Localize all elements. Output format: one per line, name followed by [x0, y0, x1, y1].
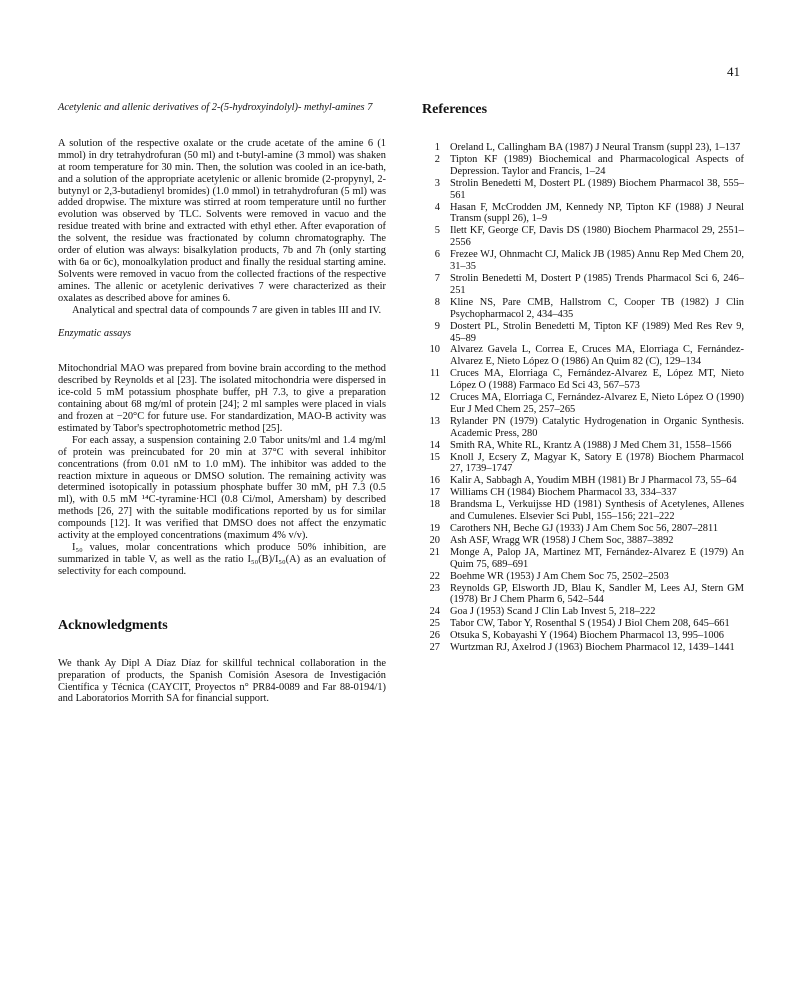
section-heading-derivatives: Acetylenic and allenic derivatives of 2-(5-hydroxyindolyl)- methyl-amines 7	[58, 102, 373, 113]
reference-text: Brandsma L, Verkuijsse HD (1981) Synthesis of Acetylenes, Allenes and Cumulenes. Elsevier Sci Publ, 155–156; 221–222	[450, 499, 744, 523]
reference-item	[422, 630, 744, 642]
reference-text: Tabor CW, Tabor Y, Rosenthal S (1954) J Biol Chem 208, 645–661	[450, 618, 730, 630]
reference-item	[422, 154, 744, 178]
reference-text: Williams CH (1984) Biochem Pharmacol 33, 334–337	[450, 487, 677, 499]
reference-number: 3	[434, 177, 440, 189]
reference-item	[422, 475, 744, 487]
reference-item	[422, 344, 744, 368]
reference-item	[422, 440, 744, 452]
reference-text: Wurtzman RJ, Axelrod J (1963) Biochem Pharmacol 12, 1439–1441	[450, 642, 735, 654]
reference-text: Reynolds GP, Elsworth JD, Blau K, Sandler M, Lees AJ, Stern GM (1978) Br J Chem Pharm 6, 542–544	[450, 582, 744, 606]
reference-number: 5	[434, 225, 440, 237]
reference-text: Rylander PN (1979) Catalytic Hydrogenation in Organic Synthesis. Academic Press, 280	[450, 415, 744, 439]
reference-number: 18	[429, 499, 440, 511]
reference-item	[422, 142, 744, 154]
reference-item	[422, 618, 744, 630]
references-heading: References	[422, 102, 488, 117]
reference-text: Kline NS, Pare CMB, Hallstrom C, Cooper TB (1982) J Clin Psychopharmacol 2, 434–435	[450, 296, 744, 320]
reference-item	[422, 452, 744, 476]
reference-text: Kalir A, Sabbagh A, Youdim MBH (1981) Br J Pharmacol 73, 55–64	[450, 475, 737, 487]
page-number: 41	[727, 64, 740, 79]
reference-text: Monge A, Palop JA, Martinez MT, Fernández-Alvarez E (1979) An Quim 75, 689–691	[450, 546, 744, 570]
reference-item	[422, 583, 744, 607]
reference-number: 22	[429, 570, 440, 582]
paragraph-mitochondrial-mao: Mitochondrial MAO was prepared from bovine brain according to the method described by Reynolds et al [23]. The isolated mitochondria were dispersed in ice-cold 5 mM potassium phosphate buffer, pH 7.3, to give a preparation containing about 68 mg/ml of protein [24]; 2 ml samples were placed in vials and frozen at −20°C for future use. For standardization, MAO-B activity was estimated by Tabor's spectrophotometric method [25].	[58, 363, 386, 434]
reference-number: 17	[429, 487, 440, 499]
reference-item	[422, 225, 744, 249]
reference-text: Goa J (1953) Scand J Clin Lab Invest 5, 218–222	[450, 606, 656, 618]
reference-number: 6	[434, 249, 440, 261]
reference-number: 4	[434, 201, 440, 213]
reference-number: 25	[429, 618, 440, 630]
reference-number: 20	[429, 534, 440, 546]
reference-number: 14	[429, 439, 440, 451]
reference-text: Ash ASF, Wragg WR (1958) J Chem Soc, 3887–3892	[450, 534, 674, 546]
acknowledgments-text: We thank Ay Dipl A Díaz Díaz for skillful technical collaboration in the preparation of products, the Spanish Comisión Asesora de Investigación Científica y Técnica (CAYCIT, Proyectos n° PR84-0089 and Far 88-0194/1) and Laboratorios Morrith SA for financial support.	[58, 657, 386, 705]
paragraph-i50-values: I₅₀ values, molar concentrations which produce 50% inhibition, are summarized in table V, as well as the ratio I₅₀(B)/I₅₀(A) as an evaluation of selectivity for each compound.	[58, 542, 386, 577]
reference-item	[422, 368, 744, 392]
reference-number: 10	[429, 344, 440, 356]
section-heading-enzymatic-assays: Enzymatic assays	[58, 327, 132, 339]
reference-number: 9	[434, 320, 440, 332]
reference-text: Carothers NH, Beche GJ (1933) J Am Chem Soc 56, 2807–2811	[450, 523, 719, 534]
reference-item	[422, 273, 744, 297]
reference-text: Tipton KF (1989) Biochemical and Pharmacological Aspects of Depression. Taylor and Francis, 1–24	[450, 153, 744, 177]
reference-item	[422, 523, 744, 535]
reference-text: Cruces MA, Elorriaga C, Fernández-Alvarez E, Nieto López O (1990) Eur J Med Chem 25, 257–265	[450, 392, 744, 415]
reference-text: Otsuka S, Kobayashi Y (1964) Biochem Pharmacol 13, 995–1006	[450, 630, 724, 642]
reference-number: 13	[429, 415, 440, 427]
paragraph-analytical-data: Analytical and spectral data of compounds 7 are given in tables III and IV.	[72, 304, 382, 316]
reference-number: 12	[429, 392, 440, 404]
reference-item	[422, 606, 744, 618]
reference-item	[422, 416, 744, 440]
reference-item	[422, 571, 744, 583]
reference-text: Strolin Benedetti M, Dostert PL (1989) Biochem Pharmacol 38, 555–561	[450, 177, 744, 201]
reference-number: 23	[429, 582, 440, 594]
reference-number: 19	[429, 523, 440, 534]
reference-item	[422, 249, 744, 273]
reference-item	[422, 202, 744, 226]
reference-number: 1	[434, 142, 440, 153]
reference-number: 26	[429, 630, 440, 642]
paragraph-assay-procedure: For each assay, a suspension containing 2.0 Tabor units/ml and 1.4 mg/ml of protein was preincubated for 20 min at 37°C with several inhibitor concentrations (from 0.01 nM to 1.0 mM). The inhibitor was added to the reaction mixture in aqueous or DMSO solution. The remaining activity was determined isotopically in potassium phosphate buffer 30 mM, pH 7.3 (0.5 ml), with 0.5 mM ¹⁴C-tyramine·HCl (0.8 Ci/mol, Amersham) by described methods [26, 27] with the suitable modifications reported by us for similar compounds [12]. It was verified that DMSO does not affect the enzymatic activity at the employed concentrations (maximum 4% v/v).	[58, 434, 386, 542]
right-column	[422, 102, 744, 654]
reference-number: 21	[429, 546, 440, 558]
acknowledgments-heading: Acknowledgments	[58, 617, 168, 633]
reference-text: Oreland L, Callingham BA (1987) J Neural Transm (suppl 23), 1–137	[450, 142, 741, 153]
reference-text: Dostert PL, Strolin Benedetti M, Tipton KF (1989) Med Res Rev 9, 45–89	[450, 320, 744, 344]
reference-number: 24	[429, 606, 440, 618]
reference-number: 7	[434, 272, 440, 284]
reference-text: Alvarez Gavela L, Correa E, Cruces MA, Elorriaga C, Fernández-Alvarez E, Nieto López O (1986) An Quim 82 (C), 129–134	[450, 344, 744, 368]
reference-item	[422, 392, 744, 416]
paragraph-synthesis: A solution of the respective oxalate or the crude acetate of the amine 6 (1 mmol) in dry tetrahydrofuran (50 ml) and t-butyl-amine (3 mmol) was shaken at room temperature for 30 min. Then, the solution was cooled in an ice-bath, and a solution of the appropriate acetylenic or allenic bromide (2-propynyl, 2-butynyl or 2,3-butadienyl bromides) (1.0 mmol) in tetrahydrofuran (5 ml) was added dropwise. The mixture was stirred at room temperature until no further evolution was observed by TLC. Solvents were removed in vacuo and the residue treated with brine and extracted with ethyl ether. After evaporation of the solvent, the residue was fractionated by column chromatography. The order of elution was always: bisalkylation products, 7b and 7h (only starting with 6a or 6c), monoalkylation product and finally the residual starting amine. Solvents were removed in vacuo from the collected fractions of the respective amines. The allenic or acetylenic derivatives 7 were characterized as their oxalates as described above for amines 6.	[58, 137, 386, 304]
reference-text: Ilett KF, George CF, Davis DS (1980) Biochem Pharmacol 29, 2551–2556	[450, 225, 744, 249]
reference-text: Knoll J, Ecsery Z, Magyar K, Satory E (1978) Biochem Pharmacol 27, 1739–1747	[450, 451, 744, 475]
reference-item	[422, 499, 744, 523]
reference-number: 11	[429, 368, 440, 380]
reference-number: 8	[434, 296, 440, 308]
reference-number: 16	[429, 475, 440, 487]
reference-text: Boehme WR (1953) J Am Chem Soc 75, 2502–2503	[450, 570, 669, 582]
reference-item	[422, 547, 744, 571]
reference-text: Cruces MA, Elorriaga C, Fernández-Alvarez E, López MT, Nieto López O (1988) Farmaco Ed Sci 43, 567–573	[450, 368, 744, 392]
reference-number: 27	[429, 642, 440, 654]
reference-item	[422, 535, 744, 547]
reference-item	[422, 642, 744, 654]
reference-text: Smith RA, White RL, Krantz A (1988) J Med Chem 31, 1558–1566	[450, 439, 732, 451]
reference-item	[422, 321, 744, 345]
reference-item	[422, 487, 744, 499]
left-column	[58, 102, 386, 705]
reference-number: 15	[429, 451, 440, 463]
reference-list	[422, 142, 744, 654]
reference-text: Hasan F, McCrodden JM, Kennedy NP, Tipton KF (1988) J Neural Transm (suppl 26), 1–9	[450, 201, 744, 225]
reference-item	[422, 297, 744, 321]
reference-number: 2	[434, 153, 440, 165]
reference-item	[422, 178, 744, 202]
reference-text: Frezee WJ, Ohnmacht CJ, Malick JB (1985) Annu Rep Med Chem 20, 31–35	[450, 249, 744, 273]
reference-text: Strolin Benedetti M, Dostert P (1985) Trends Pharmacol Sci 6, 246–251	[450, 272, 744, 296]
